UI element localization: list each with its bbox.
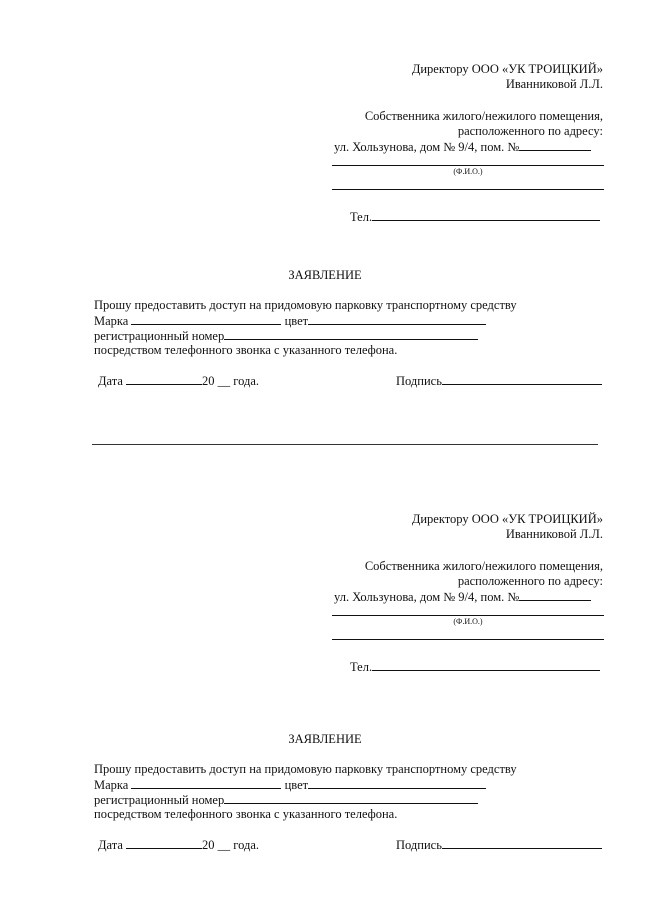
signature-line	[396, 837, 602, 853]
room-number-field[interactable]	[519, 589, 591, 601]
signature-label: Подпись	[396, 374, 442, 388]
color-field[interactable]	[308, 777, 486, 789]
date-line	[98, 837, 259, 853]
brand-label: Марка	[94, 314, 129, 328]
owner-line-1: Собственника жилого/нежилого помещения,	[364, 109, 603, 123]
reg-number-field[interactable]	[224, 328, 478, 340]
brand-label: Марка	[94, 778, 129, 792]
signature-line	[396, 373, 602, 389]
fio-field-2[interactable]	[332, 639, 604, 640]
color-label: цвет	[284, 778, 309, 792]
date-field[interactable]	[126, 373, 202, 385]
brand-color-line	[94, 777, 486, 793]
phone-line	[350, 209, 600, 225]
date-field[interactable]	[126, 837, 202, 849]
body-line-1: Прошу предоставить доступ на придомовую парковку транспортному средству	[94, 298, 517, 312]
addressee-line-1: Директору ООО «УК ТРОИЦКИЙ»	[411, 512, 603, 526]
brand-field[interactable]	[131, 313, 281, 325]
signature-field[interactable]	[442, 373, 602, 385]
address-line	[334, 139, 591, 155]
fio-field[interactable]	[332, 165, 604, 166]
color-field[interactable]	[308, 313, 486, 325]
date-line	[98, 373, 259, 389]
brand-field[interactable]	[131, 777, 281, 789]
body-line-4: посредством телефонного звонка с указанного телефона.	[94, 807, 398, 821]
date-year: 20 __ года.	[202, 838, 260, 852]
fio-caption: (Ф.И.О.)	[453, 617, 483, 626]
address-text: ул. Хользунова, дом № 9/4, пом. №	[334, 590, 520, 604]
date-label: Дата	[98, 838, 123, 852]
date-year: 20 __ года.	[202, 374, 260, 388]
signature-field[interactable]	[442, 837, 602, 849]
signature-label: Подпись	[396, 838, 442, 852]
addressee-line-2: Иванниковой Л.Л.	[505, 527, 603, 541]
body-line-1: Прошу предоставить доступ на придомовую парковку транспортному средству	[94, 762, 517, 776]
phone-line	[350, 659, 600, 675]
color-label: цвет	[284, 314, 309, 328]
fio-caption: (Ф.И.О.)	[453, 167, 483, 176]
reg-number-line	[94, 328, 478, 344]
document-title: ЗАЯВЛЕНИЕ	[288, 268, 362, 282]
application-form-2	[0, 450, 650, 890]
addressee-line-1: Директору ООО «УК ТРОИЦКИЙ»	[411, 62, 603, 76]
document-title: ЗАЯВЛЕНИЕ	[288, 732, 362, 746]
addressee-line-2: Иванниковой Л.Л.	[505, 77, 603, 91]
cut-separator-line	[92, 444, 598, 445]
body-line-4: посредством телефонного звонка с указанного телефона.	[94, 343, 398, 357]
application-form-1	[0, 0, 650, 440]
reg-number-line	[94, 792, 478, 808]
room-number-field[interactable]	[519, 139, 591, 151]
reg-number-label: регистрационный номер	[94, 793, 225, 807]
date-label: Дата	[98, 374, 123, 388]
fio-field-2[interactable]	[332, 189, 604, 190]
address-line	[334, 589, 591, 605]
brand-color-line	[94, 313, 486, 329]
owner-line-2: расположенного по адресу:	[457, 574, 603, 588]
phone-field[interactable]	[372, 209, 600, 221]
owner-line-1: Собственника жилого/нежилого помещения,	[364, 559, 603, 573]
phone-label: Тел.	[350, 660, 373, 674]
reg-number-label: регистрационный номер	[94, 329, 225, 343]
address-text: ул. Хользунова, дом № 9/4, пом. №	[334, 140, 520, 154]
fio-field[interactable]	[332, 615, 604, 616]
owner-line-2: расположенного по адресу:	[457, 124, 603, 138]
phone-field[interactable]	[372, 659, 600, 671]
reg-number-field[interactable]	[224, 792, 478, 804]
phone-label: Тел.	[350, 210, 373, 224]
